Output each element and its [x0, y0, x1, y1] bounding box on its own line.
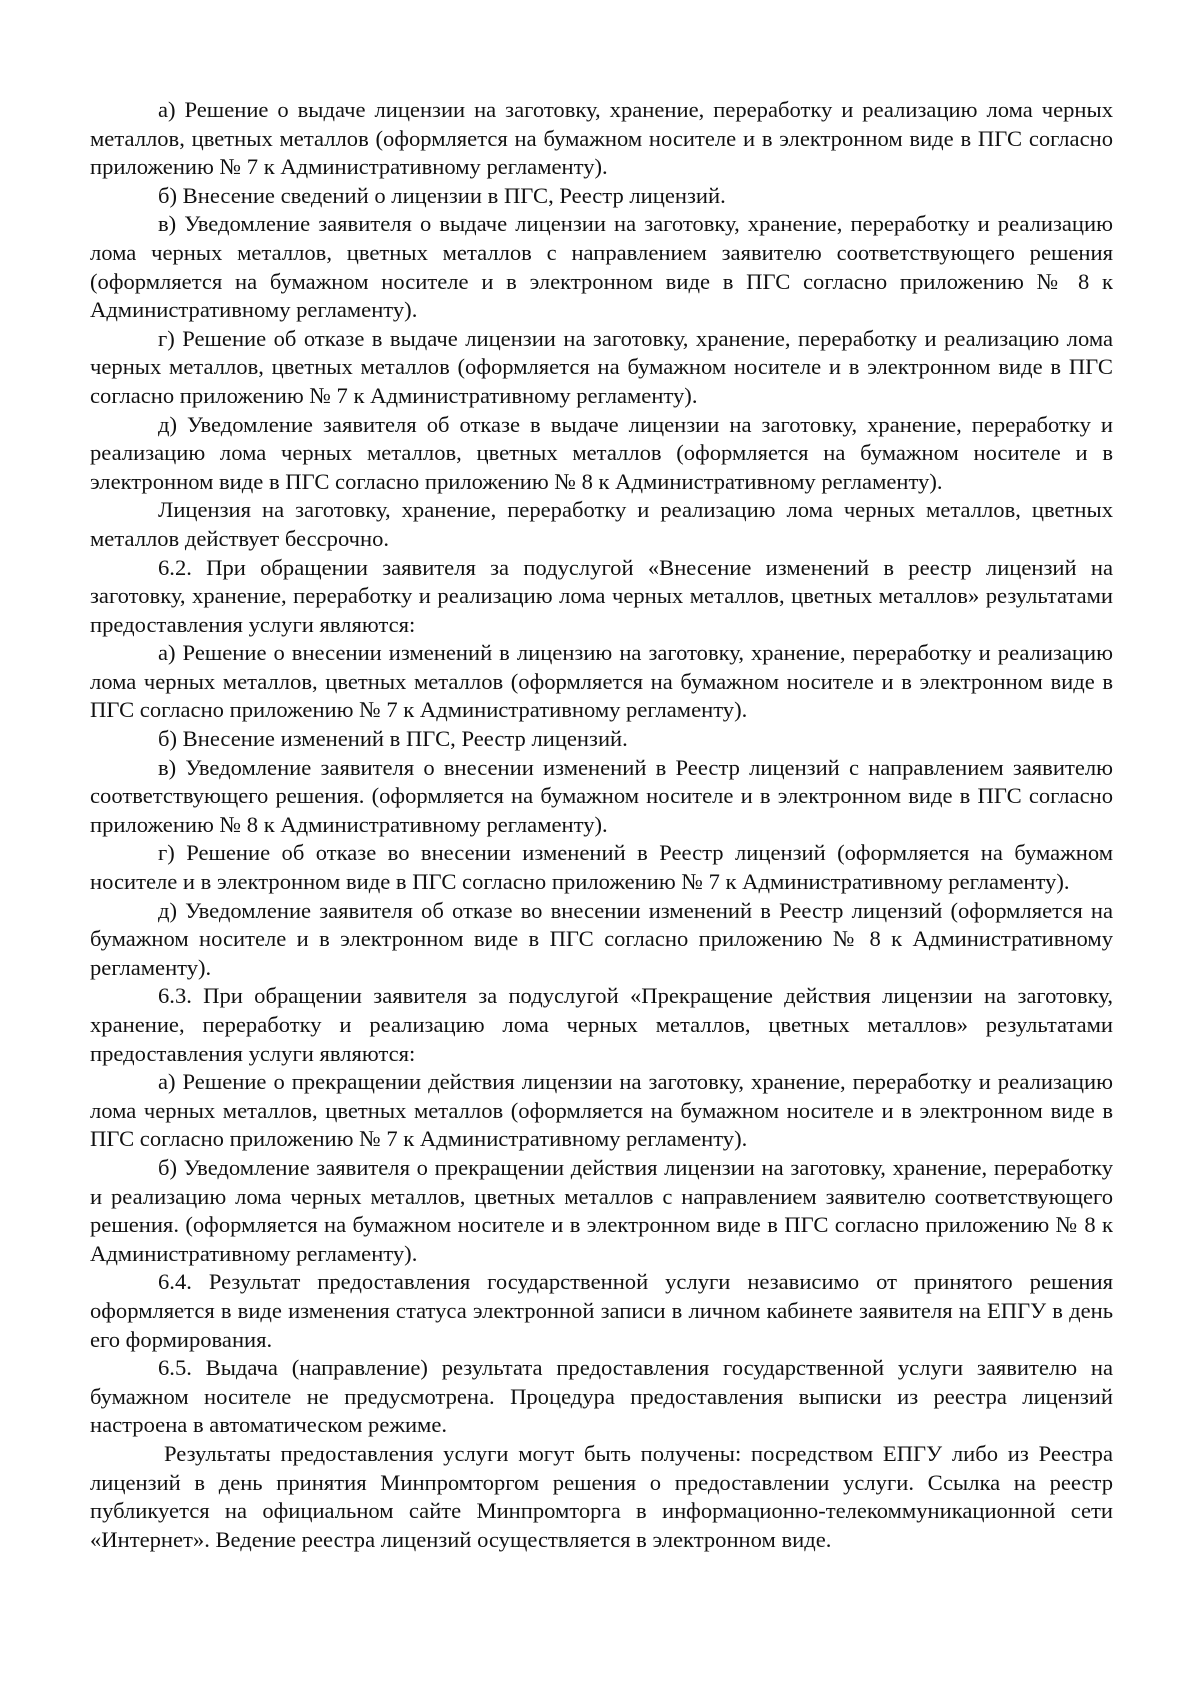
paragraph-6-1-d: д) Уведомление заявителя об отказе в выдаче лицензии на заготовку, хранение, переработку и реализацию лома черных металлов, цветных металлов (оформляется на бумажном носителе и в электронном виде в ПГС согласно приложению № 8 к Административному регламенту).: [90, 411, 1113, 494]
paragraph-6-3-b: б) Уведомление заявителя о прекращении действия лицензии на заготовку, хранение, переработку и реализацию лома черных металлов, цветных металлов с направлением заявителю соответствующего решения. (оформляется на бумажном носителе и в электронном виде в ПГС согласно приложению № 8 к Административному регламенту).: [90, 1154, 1113, 1266]
paragraph-6-2-v: в) Уведомление заявителя о внесении изменений в Реестр лицензий с направлением заявителю соответствующего решения. (оформляется на бумажном носителе и в электронном виде в ПГС согласно приложению № 8 к Административному регламенту).: [90, 754, 1113, 837]
document-page: [90, 96, 1113, 1554]
paragraph-6-1-b: б) Внесение сведений о лицензии в ПГС, Реестр лицензий.: [158, 182, 726, 208]
paragraph-6-1-a: а) Решение о выдаче лицензии на заготовку, хранение, переработку и реализацию лома черных металлов, цветных металлов (оформляется на бумажном носителе и в электронном виде в ПГС согласно приложению № 7 к Административному регламенту).: [90, 97, 1113, 180]
paragraph-6-2-a: а) Решение о внесении изменений в лицензию на заготовку, хранение, переработку и реализацию лома черных металлов, цветных металлов (оформляется на бумажном носителе и в электронном виде в ПГС согласно приложению № 7 к Административному регламенту).: [90, 640, 1113, 723]
paragraph-6-2-g: г) Решение об отказе во внесении изменений в Реестр лицензий (оформляется на бумажном носителе и в электронном виде в ПГС согласно приложению № 7 к Административному регламенту).: [90, 840, 1113, 895]
paragraph-6-1-v: в) Уведомление заявителя о выдаче лицензии на заготовку, хранение, переработку и реализацию лома черных металлов, цветных металлов с направлением заявителю соответствующего решения (оформляется на бумажном носителе и в электронном виде в ПГС согласно приложению № 8 к Административному регламенту).: [90, 211, 1113, 323]
paragraph-6-3-a: а) Решение о прекращении действия лицензии на заготовку, хранение, переработку и реализацию лома черных металлов, цветных металлов (оформляется на бумажном носителе и в электронном виде в ПГС согласно приложению № 7 к Административному регламенту).: [90, 1069, 1113, 1152]
paragraph-6-1-g: г) Решение об отказе в выдаче лицензии на заготовку, хранение, переработку и реализацию лома черных металлов, цветных металлов (оформляется на бумажном носителе и в электронном виде в ПГС согласно приложению № 7 к Административному регламенту).: [90, 325, 1113, 408]
paragraph-results-delivery: Результаты предоставления услуги могут быть получены: посредством ЕПГУ либо из Реестра лицензий в день принятия Минпромторгом решения о предоставлении услуги. Ссылка на реестр публикуется на официальном сайте Минпромторга в информационно-телекоммуникационной сети «Интернет». Ведение реестра лицензий осуществляется в электронном виде.: [90, 1440, 1113, 1552]
paragraph-6-4: 6.4. Результат предоставления государственной услуги независимо от принятого решения оформляется в виде изменения статуса электронной записи в личном кабинете заявителя на ЕПГУ в день его формирования.: [90, 1269, 1113, 1352]
paragraph-6-2-d: д) Уведомление заявителя об отказе во внесении изменений в Реестр лицензий (оформляется на бумажном носителе и в электронном виде в ПГС согласно приложению № 8 к Административному регламенту).: [90, 897, 1113, 980]
paragraph-6-5: 6.5. Выдача (направление) результата предоставления государственной услуги заявителю на бумажном носителе не предусмотрена. Процедура предоставления выписки из реестра лицензий настроена в автоматическом режиме.: [90, 1355, 1113, 1438]
paragraph-6-2-b: б) Внесение изменений в ПГС, Реестр лицензий.: [158, 726, 628, 752]
paragraph-license-term: Лицензия на заготовку, хранение, переработку и реализацию лома черных металлов, цветных металлов действует бессрочно.: [90, 497, 1113, 551]
paragraph-6-2: 6.2. При обращении заявителя за подуслугой «Внесение изменений в реестр лицензий на заготовку, хранение, переработку и реализацию лома черных металлов, цветных металлов» результатами предоставления услуги являются:: [90, 554, 1113, 637]
paragraph-6-3: 6.3. При обращении заявителя за подуслугой «Прекращение действия лицензии на заготовку, хранение, переработку и реализацию лома черных металлов, цветных металлов» результатами предоставления услуги являются:: [90, 983, 1113, 1066]
